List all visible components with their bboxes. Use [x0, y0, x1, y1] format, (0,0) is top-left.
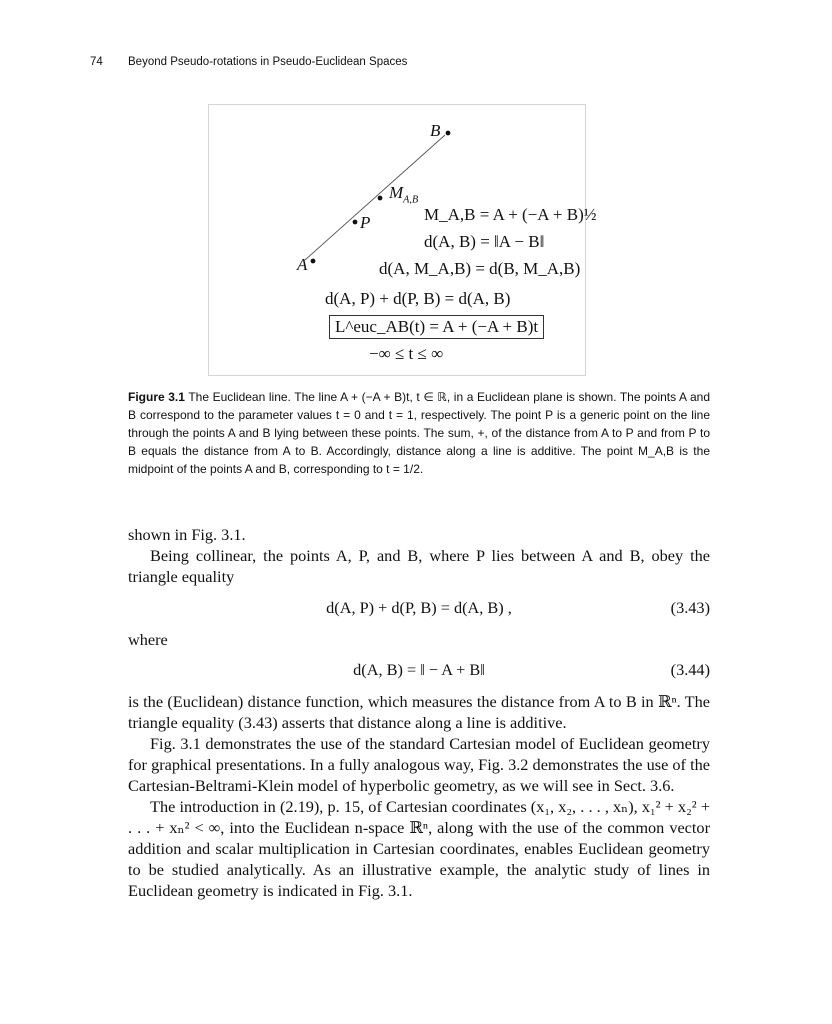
point-A-dot: [311, 259, 316, 264]
label-B: B: [430, 121, 441, 140]
equation-3-43-text: d(A, P) + d(P, B) = d(A, B) ,: [326, 598, 512, 617]
caption-label: Figure 3.1: [128, 390, 185, 404]
caption-text: The Euclidean line. The line A + (−A + B)t, t ∈ ℝ, in a Euclidean plane is shown. The points A and B correspond to the parameter values t = 0 and t = 1, respectively. The point P is a generic point on the line through the points A and B lying between these points. The sum, +, of the distance from A to P and from P to B equals the distance from A to B. Accordingly, distance along a line is additive. The point M_A,B is the midpoint of the points A and B, corresponding to t = 1/2.: [128, 390, 710, 476]
label-P: P: [360, 213, 371, 232]
point-P-dot: [353, 220, 358, 225]
body-text: [128, 524, 710, 901]
running-head: [90, 56, 407, 68]
figure-caption: [128, 388, 710, 478]
equation-3-43: [128, 587, 710, 629]
paragraph-3: is the (Euclidean) distance function, which measures the distance from A to B in ℝⁿ. The triangle equality (3.43) asserts that distance along a line is additive.: [128, 692, 710, 732]
formula-dist-ab: d(A, B) = ‖A − B‖: [424, 232, 545, 251]
formula-range: −∞ ≤ t ≤ ∞: [369, 344, 444, 363]
formula-dist-mid: d(A, M_A,B) = d(B, M_A,B): [379, 259, 581, 278]
paragraph-5: The introduction in (2.19), p. 15, of Cartesian coordinates (x₁, x₂, . . . , xₙ), x₁² + x₂² + . . . + xₙ² < ∞, into the Euclidean n-space ℝⁿ, along with the use of the common vector addition and scalar multiplication in Cartesian coordinates, enables Euclidean geometry to be studied analytically. As an illustrative example, the analytic study of lines in Euclidean geometry is indicated in Fig. 3.1.: [128, 797, 710, 900]
formula-line-boxed: L^euc_AB(t) = A + (−A + B)t: [329, 315, 544, 339]
formula-midpoint: M_A,B = A + (−A + B)½: [424, 205, 597, 224]
equation-3-44-text: d(A, B) = ‖ − A + B‖: [353, 660, 485, 679]
page-number: 74: [90, 56, 103, 68]
point-M-dot: [378, 196, 383, 201]
label-A: A: [297, 255, 308, 274]
paragraph-2: Being collinear, the points A, P, and B, where P lies between A and B, obey the triangle equality: [128, 546, 710, 586]
paragraph-1: shown in Fig. 3.1.: [128, 525, 246, 544]
figure-3-1: [208, 104, 597, 376]
equation-3-43-number: (3.43): [670, 598, 710, 617]
equation-3-44-number: (3.44): [670, 660, 710, 679]
word-where: where: [128, 630, 168, 649]
equation-3-44: [128, 649, 710, 691]
running-title: Beyond Pseudo-rotations in Pseudo-Euclidean Spaces: [128, 56, 408, 68]
point-B-dot: [446, 131, 451, 136]
formula-triangle: d(A, P) + d(P, B) = d(A, B): [325, 289, 511, 308]
label-M: $M_{A,B}$: [389, 183, 419, 206]
paragraph-4: Fig. 3.1 demonstrates the use of the standard Cartesian model of Euclidean geometry for graphical presentations. In a fully analogous way, Fig. 3.2 demonstrates the use of the Cartesian-Beltrami-Klein model of hyperbolic geometry, as we will see in Sect. 3.6.: [128, 734, 710, 795]
